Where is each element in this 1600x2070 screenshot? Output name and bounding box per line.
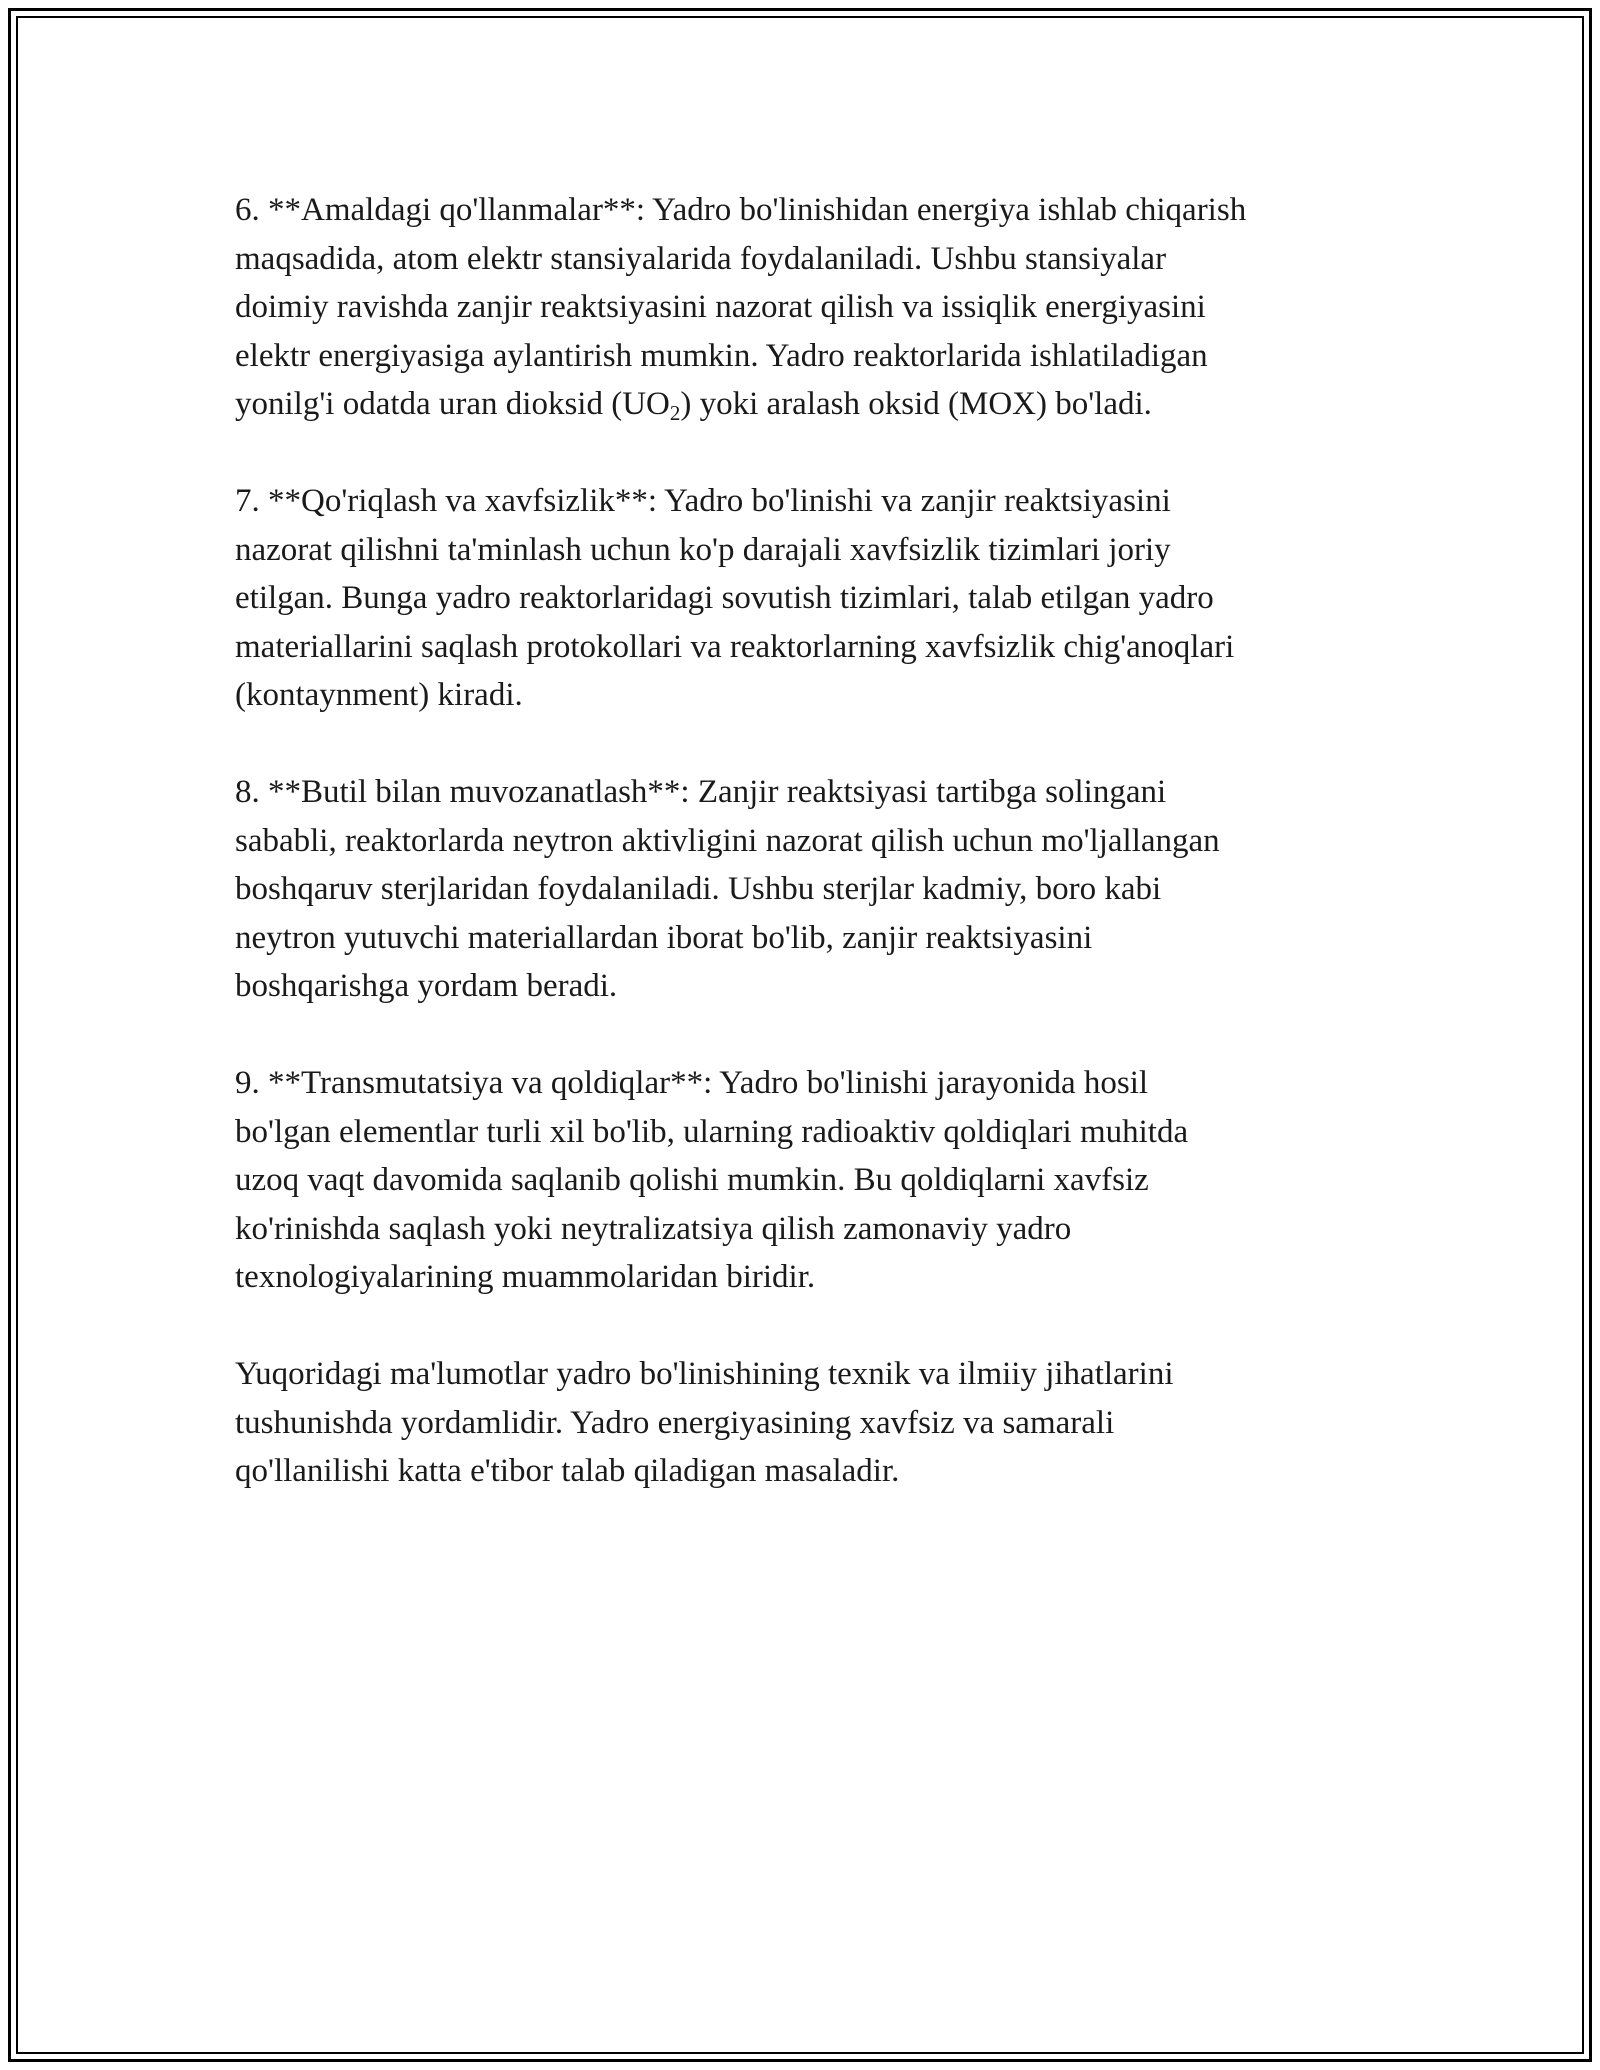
paragraph-balancing	[235, 768, 1405, 1011]
text-line: 9. **Transmutatsiya va qoldiqlar**: Yadro bo'linishi jarayonida hosil	[235, 1065, 1149, 1101]
text-fragment: yonilg'i odatda uran dioksid (UO	[235, 386, 670, 422]
text-line: materiallarini saqlash protokollari va reaktorlarning xavfsizlik chig'anoqlari	[235, 628, 1235, 665]
text-line: 8. **Butil bilan muvozanatlash**: Zanjir reaktsiyasi tartibga solingani	[235, 774, 1167, 810]
text-line: boshqarishga yordam beradi.	[235, 968, 618, 1004]
text-line	[235, 380, 1405, 429]
text-line: neytron yutuvchi materiallardan iborat bo'lib, zanjir reaktsiyasini	[235, 919, 1093, 956]
text-line: 7. **Qo'riqlash va xavfsizlik**: Yadro bo'linishi va zanjir reaktsiyasini	[235, 483, 1171, 519]
text-line: nazorat qilishni ta'minlash uchun ko'p darajali xavfsizlik tizimlari joriy	[235, 531, 1171, 568]
text-line: maqsadida, atom elektr stansiyalarida foydalaniladi. Ushbu stansiyalar	[235, 240, 1167, 277]
text-line: ko'rinishda saqlash yoki neytralizatsiya qilish zamonaviy yadro	[235, 1210, 1072, 1247]
text-line: sababli, reaktorlarda neytron aktivligini nazorat qilish uchun mo'ljallangan	[235, 822, 1220, 859]
paragraph-safety	[235, 477, 1405, 720]
text-line: 6. **Amaldagi qo'llanmalar**: Yadro bo'linishidan energiya ishlab chiqarish	[235, 192, 1247, 228]
text-line: uzoq vaqt davomida saqlanib qolishi mumkin. Bu qoldiqlarni xavfsiz	[235, 1162, 1149, 1198]
text-line: bo'lgan elementlar turli xil bo'lib, ularning radioaktiv qoldiqlari muhitda	[235, 1113, 1189, 1150]
text-line: tushunishda yordamlidir. Yadro energiyasining xavfsiz va samarali	[235, 1404, 1115, 1441]
text-line: Yuqoridagi ma'lumotlar yadro bo'linishining texnik va ilmiiy jihatlarini	[235, 1356, 1174, 1392]
text-line: boshqaruv sterjlaridan foydalaniladi. Ushbu sterjlar kadmiy, boro kabi	[235, 871, 1162, 907]
document-body	[235, 186, 1405, 1544]
paragraph-transmutation	[235, 1059, 1405, 1302]
text-fragment: ) yoki aralash oksid (MOX) bo'ladi.	[680, 386, 1152, 422]
text-line: doimiy ravishda zanjir reaktsiyasini nazorat qilish va issiqlik energiyasini	[235, 289, 1206, 325]
paragraph-conclusion	[235, 1350, 1405, 1496]
text-line: etilgan. Bunga yadro reaktorlaridagi sovutish tizimlari, talab etilgan yadro	[235, 580, 1214, 616]
text-line: texnologiyalarining muammolaridan biridir.	[235, 1259, 816, 1295]
paragraph-applications	[235, 186, 1405, 429]
chemical-subscript: 2	[669, 401, 681, 425]
text-line: elektr energiyasiga aylantirish mumkin. Yadro reaktorlarida ishlatiladigan	[235, 337, 1208, 374]
text-line: qo'llanilishi katta e'tibor talab qiladigan masaladir.	[235, 1453, 900, 1489]
text-line: (kontaynment) kiradi.	[235, 677, 523, 713]
